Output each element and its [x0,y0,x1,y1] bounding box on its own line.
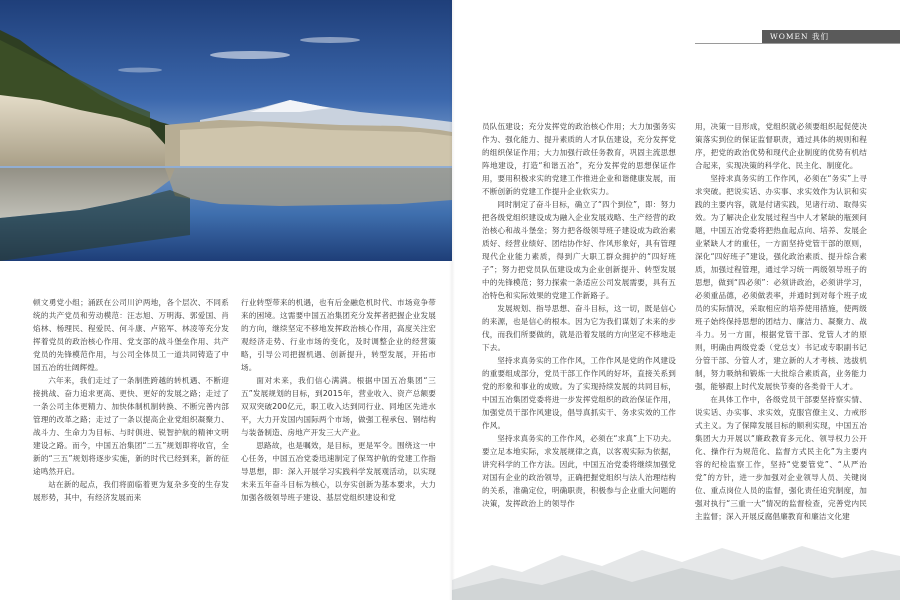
text-column-4 [695,120,867,580]
paragraph: 顿文勇党小组；涌跃在公司川沪两地，各个层次、不同系统的共产党员和劳动模范：汪志旭、万明海、郭爱国、肖焰林、杨理民、程爱民、何斗康、卢铭军、林凌等充分发挥着党员的政治核心作用、党支部的战斗堡垒作用、共产党员的先锋模范作用，与公司全体员工一道共同铸造了中国五冶的壮阔辉煌。 [33,298,229,372]
text-column-3 [482,120,676,580]
paragraph: 在具体工作中，各级党员干部要坚持察实情、说实话、办实事、求实效，克服官僚主义、力戒形式主义。为了保障发展目标的顺利实现，中国五冶集团大力开展以“廉政教育多元化、领导权力公开化、操作行为规范化、监督方式民主化”为主要内容的纪检监察工作，坚持“党要管党”、“从严治党”的方针，进一步加强对企业领导人员、关键岗位、重点岗位人员的监督，强化责任追究制度，加强对执行“三重一大”情况的监督检查，完善党内民主监督；深入开展反腐倡廉教育和廉洁文化建 [695,395,867,521]
paragraph: 员队伍建设；充分发挥党的政治核心作用；大力加强务实作为、强化能力、提升素质的人才队伍建设，充分发挥党的组织保证作用；大力加强行政任务教育，巩固主流思想阵地建设，打造“和谐五冶”，充分发挥党的思想保证作用，要用积极求实的党建工作推进企业和谐健康发展，而不断创新的党建工作提升企业软实力。 [482,122,676,196]
landscape-photo [0,0,452,261]
paragraph: 行业转型带来的机遇，也有后金融危机时代、市场竞争带来的困境。这需要中国五冶集团充分发挥者把握企业发展的方向，继续坚定不移地发挥政治核心作用，高度关注宏观经济走势、行业市场的变化，及时调整企业的经营策略，引导公司把握机遇、创新提升，转型发展，开拓市场。 [241,298,436,372]
paragraph: 思路故，也是嘱效，是目标，更是军令。围绕这一中心任务，中国五冶党委迅速制定了保驾护航的党建工作指导思想，即：深入开展学习实践科学发展观活动，以实现未来五年奋斗目标为核心，以夯实创新为基本要求，大力加强各级领导班子建设、基层党组织建设和党 [241,441,436,502]
text-column-1 [33,296,229,576]
paragraph: 发展规划、指导思想、奋斗目标，这一切，既是信心的来源，也是信心的根本。因为它为我们谋划了未来的步伐，而我们所要做的，就是沿着发展的方向坚定不移地走下去。 [482,304,676,352]
paragraph: 坚持求真务实的工作作风，必须在“务实”上寻求突破。把说实话、办实事、求实效作为认识和实践的主要内容，就是付诸实践，见诸行动、取得实效。为了解决企业发展过程当中人才紧缺的瓶颈问题，中国五冶党委将把热血起点向、培养、发展企业紧缺人才的重任，一方面坚持党管干部的原则，深化“四好班子”建设，强化政治素质、提升综合素质，加强过程管理，通过学习统一两级领导班子的思想，做到“四必须”：必须讲政治，必须讲学习，必须重品德，必须做表率，并通时到对每个班子成员的实际情况，采取相应的培养使用措施，使两级班子始终保持思想的团结力、廉洁力、凝聚力、战斗力。另一方面，根据党管干部、党管人才的原则，明确由两级党委（党总支）书记或专职副书记分管干部、分管人才，建立新的人才考核、选拔机制，努力吸纳和锻炼一大批综合素质高，业务能力强，能够跟上时代发展快节奏的各类骨干人才。 [695,174,867,391]
paragraph: 同时制定了奋斗目标，确立了“四个到位”，即：努力把各级党组织建设成为融入企业发展戏略、生产经营的政治核心和战斗堡垒；努力把各级领导班子建设成为政治素质好、经营业绩好、团结协作好、作风形象好，具有管理现代企业能力素质，得到广大职工群众拥护的“四好班子”；努力把党员队伍建设成为企业创新提升、转型发展中的先锋模范；努力探索一条适应公司发展需要，具有五冶特色和实际效果的党建工作新路子。 [482,200,676,300]
paragraph: 六年来，我们走过了一条制胜跨越的转机遇、不断迎接挑战、奋力追求更高、更快、更好的发展之路；走过了一条公司主体更精力、加快体制机制转换、不断完善内部管理的改革之路；走过了一条以提高企业党组织凝聚力、战斗力、生命力为目标、与时俱进、锐智护航的精神文明建设之路。而今，中国五冶集团“二五”规划即将收官，全新的“三五”规划将逐步实施，新的时代已经到来，新的征途鸣然开启。 [33,376,229,476]
page-gutter [449,0,455,600]
header-rule [695,43,900,44]
paragraph: 坚持求真务实的工作作风，必须在“求真”上下功夫。要立足本地实际，求发展规律之真，以客观实际为依据，讲究科学的工作方法。因此，中国五冶党委将继续加强党对国有企业的政治领导，正确把握党组织与法人治理结构的关系，准确定位，明确职责，积极参与企业重大问题的决策，发挥政治上的领导作 [482,434,676,508]
landscape-lake-photo [0,0,452,261]
section-label: WOMEN 我们 [762,30,900,43]
text-column-2 [241,296,436,576]
paragraph: 用，决策一目形成，党组织就必须要组织起促使决策落实到位的保证监督职责，通过具体的规则和程序，把党的政治优势和现代企业制度的优势有机结合起来，实现决策的科学化、民主化、制度化。 [695,122,867,170]
paragraph: 面对未来，我们信心满满。根据中国五冶集团“三五”发展规划的目标，到2015年，营业收入、资产总额要双双突破200亿元，职工收入达到同行业、同地区先进水平，大力开发国内国际两个市场，做强工程承包、钢结构与装备制造、房地产开发三大产业。 [241,376,436,437]
paragraph: 站在新的起点，我们将面临着更为复杂多变的生存发展形势，其中，有经济发展而来 [33,480,229,502]
paragraph: 坚持求真务实的工作作风，工作作风是党的作风建设的重要组成部分，党员干部工作作风的好坏，直接关系到党的形象和事业的成败。为了实现持续发展的共同目标，中国五冶集团党委将进一步发挥党组织的政治保证作用，加强党员干部作风建设，倡导真抓实干、务求实效的工作作风。 [482,356,676,430]
